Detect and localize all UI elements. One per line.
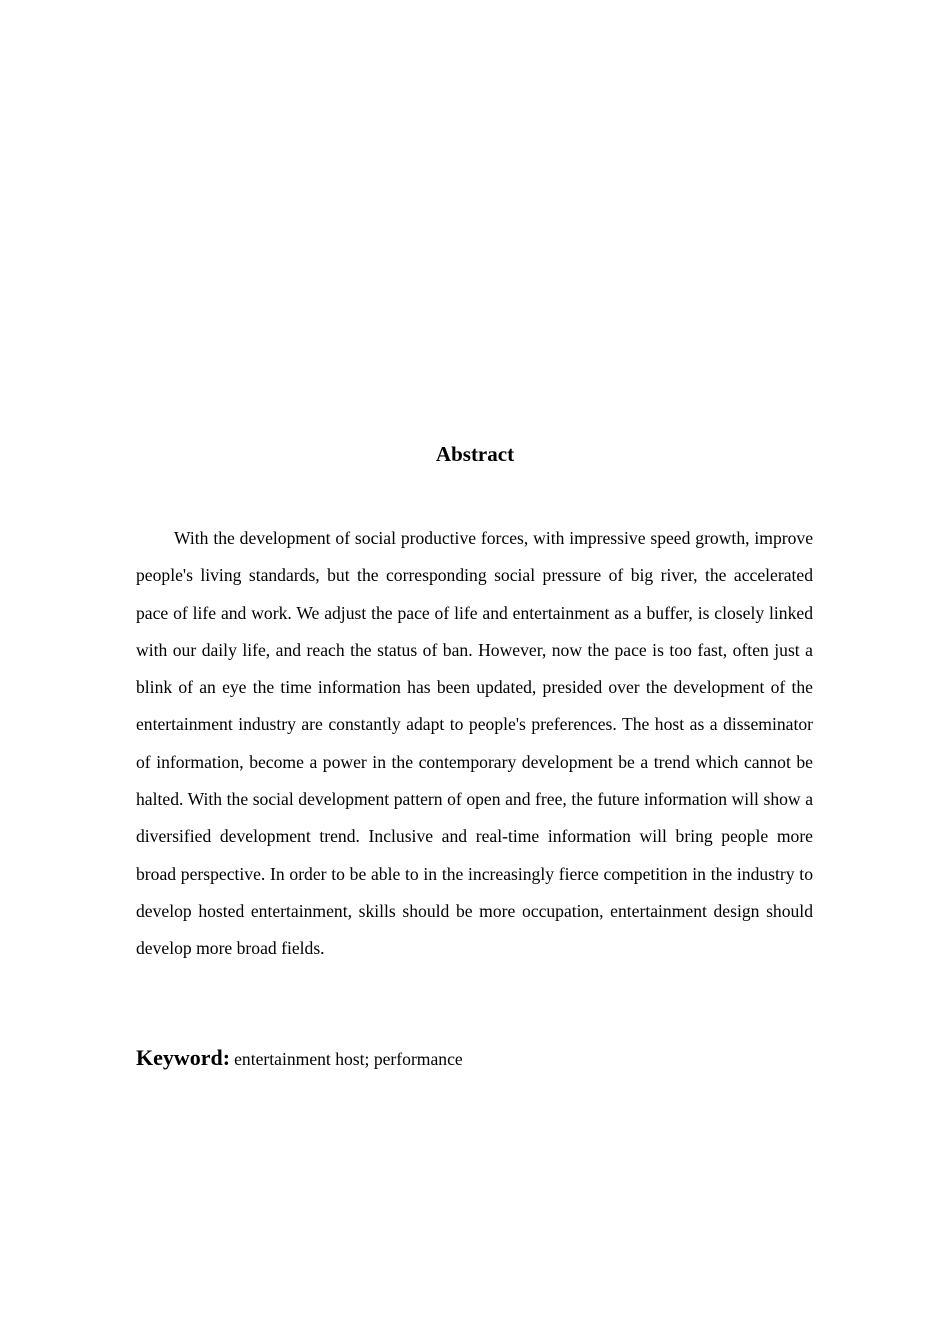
abstract-paragraph: With the development of social productive forces, with impressive speed growth, improve people's living standards, but the corresponding social pressure of big river, the accelerated pace of life and work. We adjust the pace of life and entertainment as a buffer, is closely linked with our daily life, and reach the status of ban. However, now the pace is too fast, often just a blink of an eye the time information has been updated, presided over the development of the entertainment industry are constantly adapt to people's preferences. The host as a disseminator of information, become a power in the contemporary development be a trend which cannot be halted. With the social development pattern of open and free, the future information will show a diversified development trend. Inclusive and real-time information will bring people more broad perspective. In order to be able to in the increasingly fierce competition in the industry to develop hosted entertainment, skills should be more occupation, entertainment design should develop more broad fields. bbox=[136, 528, 813, 959]
keyword-line bbox=[136, 1040, 813, 1079]
keyword-values: entertainment host; performance bbox=[234, 1049, 463, 1069]
abstract-heading: Abstract bbox=[435, 442, 515, 466]
keyword-label: Keyword: bbox=[136, 1045, 231, 1070]
